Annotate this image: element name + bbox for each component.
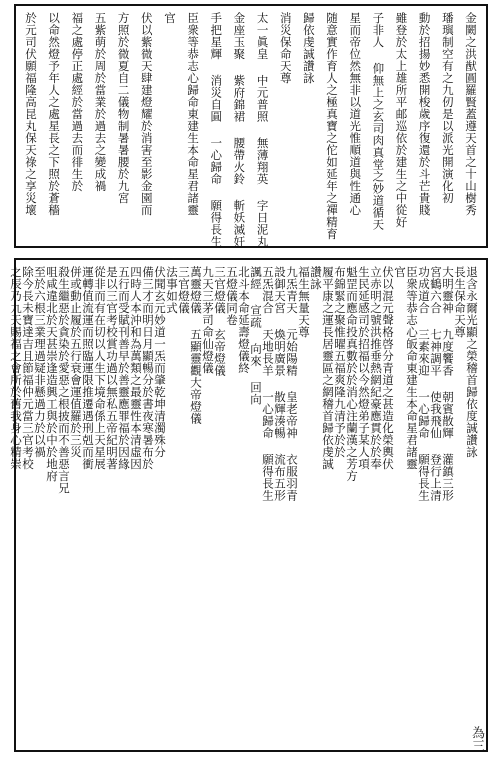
top-panel-columns bbox=[24, 12, 478, 248]
text-column: 咀咸違北於天甚崇逢造興工與於中於地府 bbox=[45, 266, 59, 482]
text-column: 布錦緊之聚惟曜五福爽隆九清予於於 bbox=[333, 266, 347, 458]
text-column: 生民延感司於招福以今然燈弟子某人項 bbox=[357, 266, 371, 470]
text-column: 伏聞玄元妙道一炁而肇乾坤清濁殊分 bbox=[153, 266, 167, 458]
text-column: 是以三官考校賞功過以無私五帝紀明著 bbox=[105, 266, 119, 470]
text-column: 星而帝位然無非以道光惟順道與性通心 bbox=[348, 12, 363, 216]
text-column: 動於招揚妙悉開梭歲序復還於斗芒貴賤 bbox=[417, 12, 432, 216]
text-column: 伏以混元聲格啓分青道之甚造化榮輿伏 bbox=[381, 266, 395, 470]
text-column: 法事如式 bbox=[165, 266, 179, 314]
text-column: 大明靈神 九度饗香 朝賓散輝 灌鎮三形 bbox=[441, 266, 455, 502]
text-column: 金座玉聚 紫府錦裙 腰帶火鈴 斬妖滅奸 bbox=[232, 12, 247, 248]
text-column: 伏以紫微天肆建燈耀於消害至影金園而 bbox=[139, 12, 154, 216]
text-column: 併或動止履於五行衰會運值羅於三災 bbox=[69, 266, 83, 458]
text-column: 官 bbox=[393, 266, 407, 278]
text-column: 金闕之洪猷圓羅賢蓋遵天首之十山樹秀 bbox=[463, 12, 478, 216]
text-column: 北斗本命延壽燈儀終 bbox=[237, 266, 251, 374]
text-column: 從非而有在切以人生下境命係上天星展 bbox=[93, 266, 107, 470]
text-column: 太一眞皇 中元普照 無薄翔英 字日泥丸 bbox=[255, 12, 270, 248]
text-column: 臣衆等恭志心皈命東建生本命星君諸靈 bbox=[405, 266, 419, 470]
text-column: 殺生繼惡於貪染於愛惡之根披而不善惡言兄 bbox=[57, 266, 71, 494]
text-column: 福生無量天尊 bbox=[297, 266, 311, 338]
bottom-panel-frame bbox=[9, 258, 488, 752]
text-column: 長生保命天尊 bbox=[453, 266, 467, 338]
text-column: 讚詠 bbox=[309, 266, 323, 290]
text-column: 運轉值流運而照臨運限推遷遇刑剋而衝 bbox=[81, 266, 95, 470]
text-column: 手把星輝 消災自圓 一心歸命 願得長生 bbox=[209, 12, 224, 248]
text-column: 於元司伏願福隆高昆丸保天祿之享災壞 bbox=[24, 12, 38, 216]
text-column: 九天三茅司命仙燈儀 bbox=[201, 266, 215, 374]
text-column: 退含永爾光顯之榮稽首歸依度誠讚詠 bbox=[465, 266, 479, 458]
text-column: 立赤明之號洪推垂熱網紀豪應貫於於奉 bbox=[369, 266, 383, 470]
text-column: 官 bbox=[162, 12, 177, 24]
text-column: 功成道合 三素來迎 一心歸命 願得長生 bbox=[417, 266, 431, 502]
text-column: 四時人本沖和為萬類之最靈性本清虛因 bbox=[129, 266, 143, 470]
text-column: 雖登於太上雄所平邮巡依於建生之中從好 bbox=[394, 12, 409, 228]
text-column: 方照於微夏自二儀物制暑暑腰於九宮 bbox=[116, 12, 131, 204]
text-column: 五燈儀同卷 bbox=[225, 266, 239, 326]
bottom-panel-columns bbox=[9, 266, 479, 744]
top-panel-frame bbox=[14, 4, 488, 248]
text-column: 之辰乃九天賜福之會所於舊我身心精崇 bbox=[9, 266, 23, 470]
text-column: 除今長未寶達吉且節福仲元當三官考校 bbox=[21, 266, 35, 470]
text-column: 五炁混合 天地長羊 一心歸命 願得長生 bbox=[261, 266, 275, 502]
text-column: 子非人 仰無上之玄司肉真堂之妙道循天 bbox=[371, 12, 386, 231]
text-column: 臣衆等恭志心歸命東建生本命星君諸靈 bbox=[186, 12, 201, 216]
text-column: 以命然燈予年人之處星長之下照於蒼穡 bbox=[47, 12, 62, 216]
text-column: 璠璵制空有之九仞是以派光開演化初 bbox=[440, 12, 455, 204]
text-column: 消災保命天尊 bbox=[278, 12, 293, 84]
text-column: 魁罡而應命投真數於於消心注蘭漢之芳方 bbox=[345, 266, 359, 482]
page-number: 為三 bbox=[469, 726, 484, 752]
text-column: 福之處停正處經於當過去而徘生於 bbox=[70, 12, 85, 192]
text-column: 設御天宮 煥明廣景 散輝湊暢 流布五形 bbox=[273, 266, 287, 502]
text-column: 歸依虔誠讚詠 bbox=[301, 12, 316, 84]
text-column: 九炁青天 元始陽精 皇老帝神 衣服羽青 bbox=[285, 266, 299, 502]
text-column: 備三才而明日月顯暢分於書夜寒暑布於 bbox=[141, 266, 155, 470]
text-column: 萬靈燈儀 五顯靈觀大帝燈儀 bbox=[189, 266, 203, 425]
text-column: 五行而受賦刊善早於善靈應罪福於因緣 bbox=[117, 266, 131, 470]
text-column: 五紫萌於周於當業於過去之變成禍 bbox=[93, 12, 108, 192]
text-column: 宮鶴六合 七神調平 使我飛仙 登行上清 bbox=[429, 266, 443, 502]
text-column: 三官燈儀 玄帝燈儀 bbox=[213, 266, 227, 377]
text-column: 三官燈儀 bbox=[177, 266, 191, 314]
text-column: 至於六根三業理過疑非懸過力於以禍 bbox=[33, 266, 47, 458]
text-column: 諷經 宣疏 向來 回向 bbox=[249, 266, 263, 406]
text-column: 履平康之運長居靈區之網稽首歸依虔誠 bbox=[321, 266, 335, 470]
text-column: 随意實作育人之極真寶之佗如延年之禪精育 bbox=[325, 12, 340, 240]
